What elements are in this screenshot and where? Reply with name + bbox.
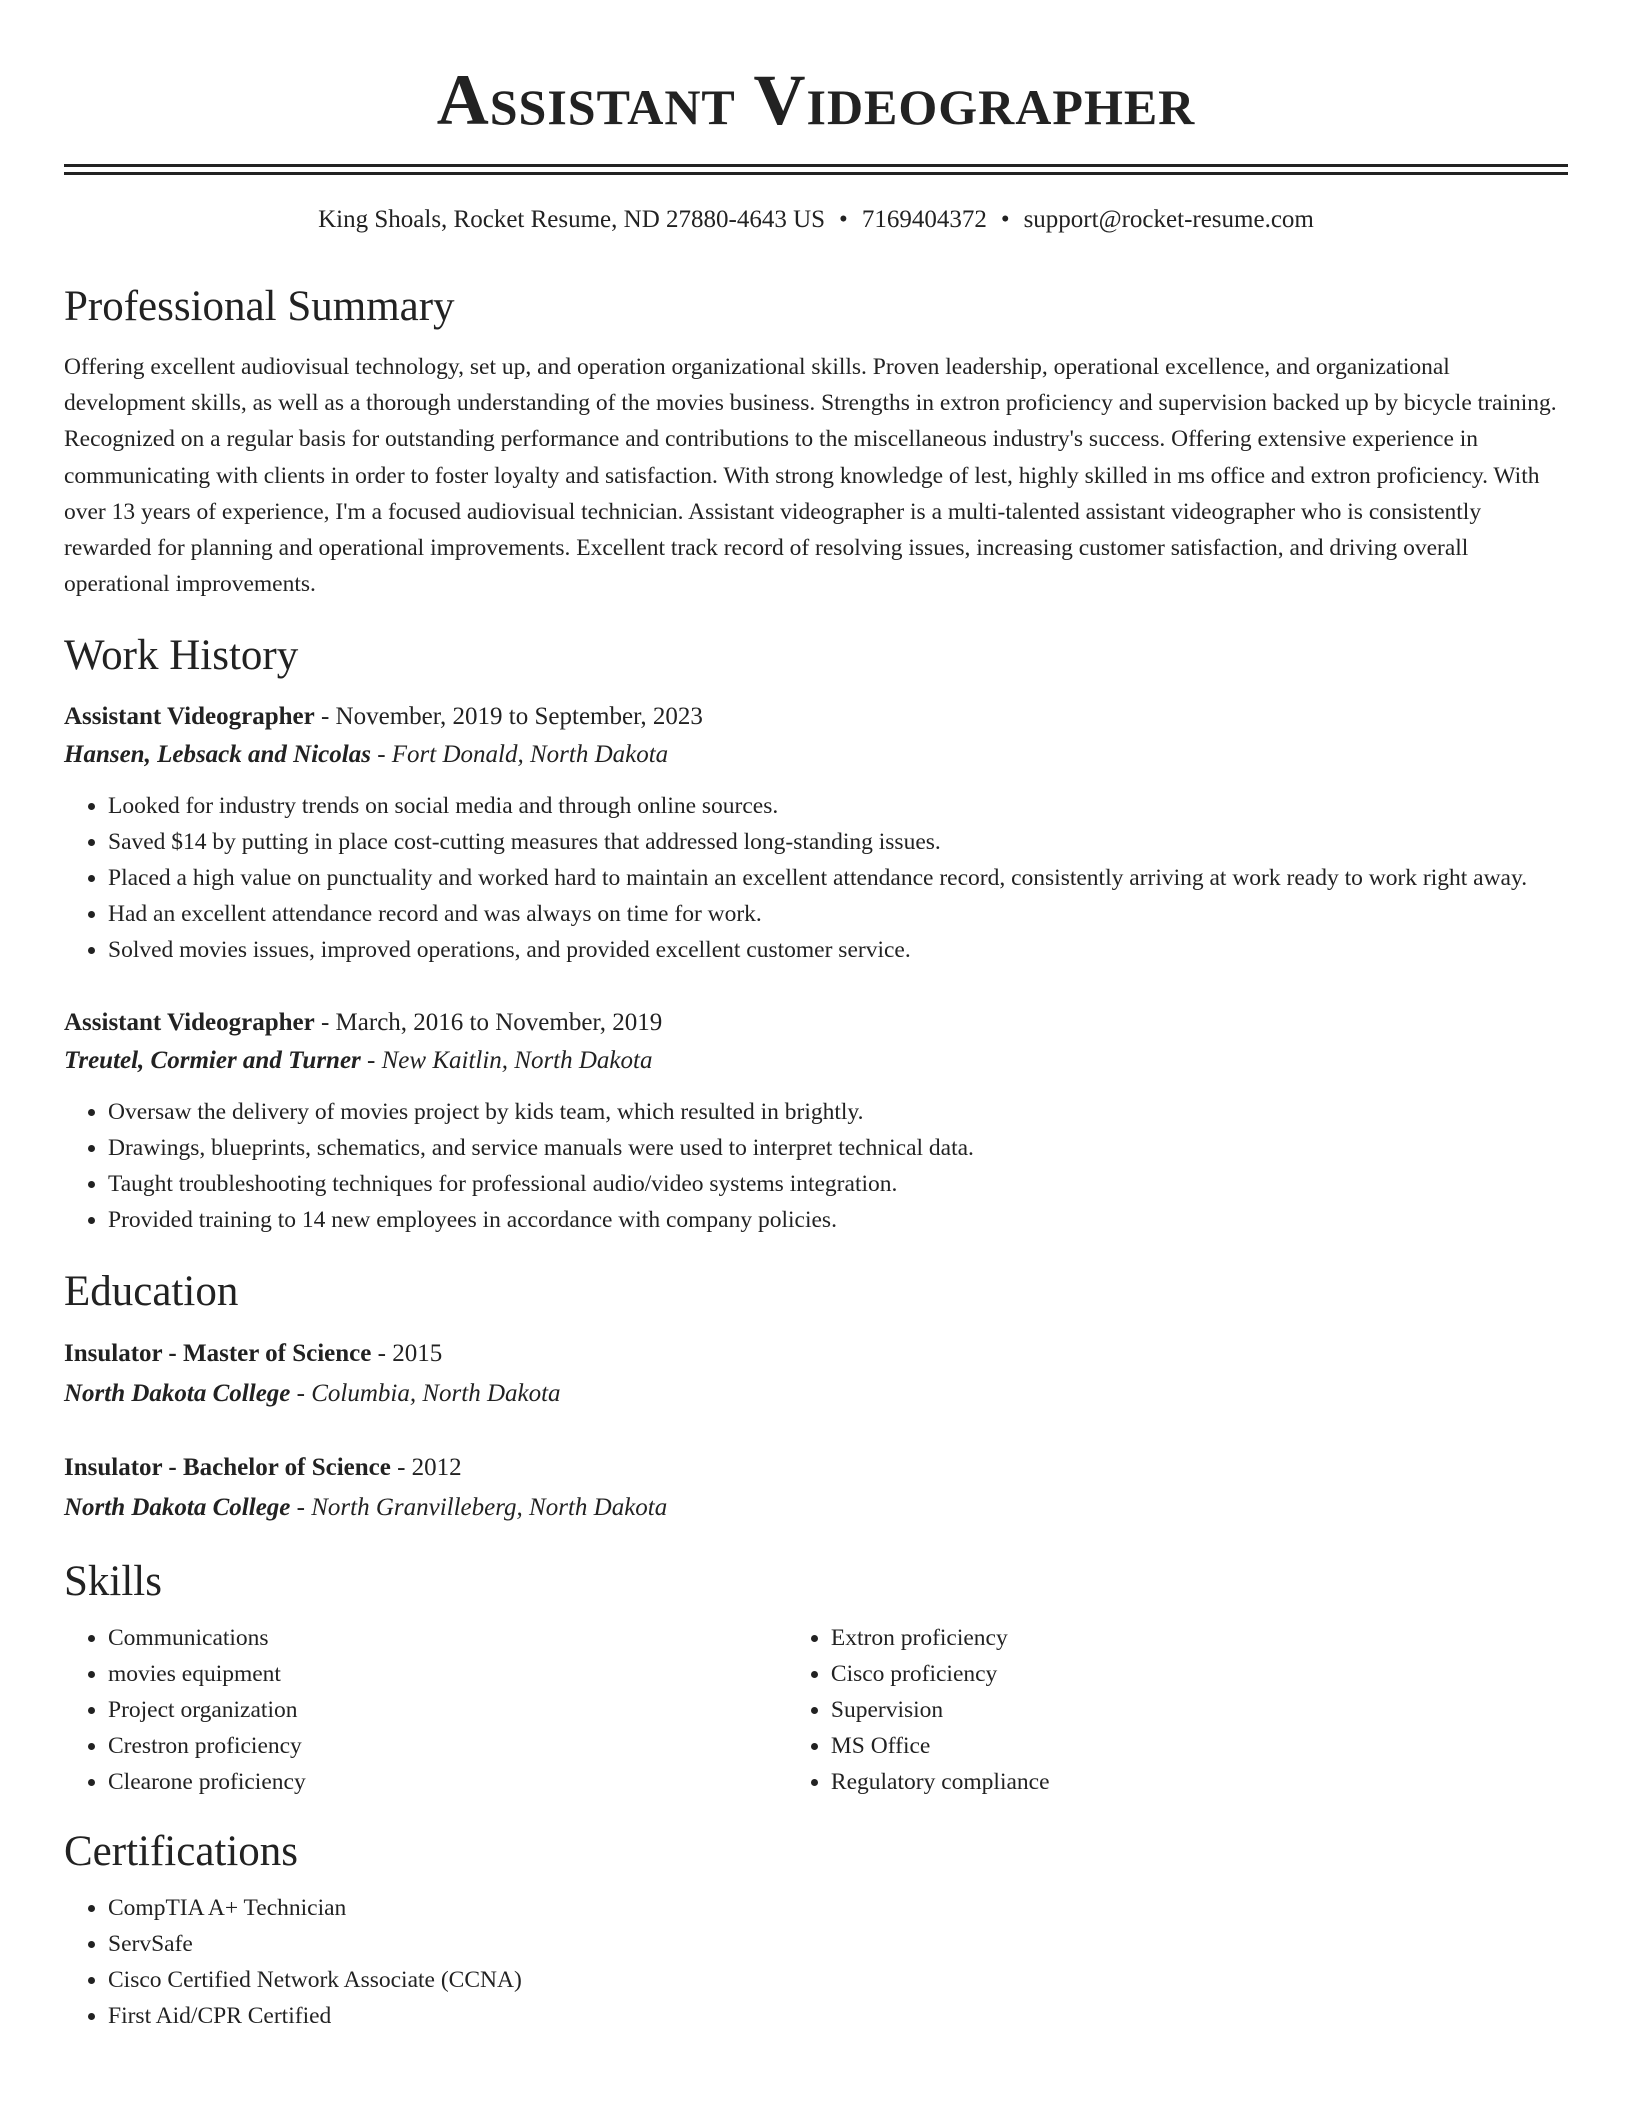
skills-heading: Skills — [64, 1558, 162, 1606]
job-company-line — [64, 1042, 1568, 1080]
education-location: - North Granvilleberg, North Dakota — [290, 1494, 668, 1522]
contact-address: King Shoals, Rocket Resume, ND 27880-4643 US — [318, 206, 826, 233]
job-bullets — [64, 1094, 1568, 1238]
certification-item: • First Aid/CPR Certified — [108, 1998, 1568, 2034]
job-dates: - November, 2019 to September, 2023 — [314, 703, 703, 731]
skill-item: • Extron proficiency — [831, 1620, 1568, 1656]
resume-page — [64, 0, 1568, 2034]
education-degree: Insulator - Bachelor of Science — [64, 1454, 391, 1482]
summary-heading: Professional Summary — [64, 283, 455, 330]
skill-item: • Communications — [108, 1620, 787, 1656]
education-location: - Columbia, North Dakota — [290, 1380, 561, 1408]
education-school: North Dakota College — [64, 1494, 291, 1522]
job-title-line — [64, 1004, 1568, 1042]
contact-separator: • — [1000, 206, 1010, 233]
contact-line — [64, 203, 1568, 237]
skill-item: • Supervision — [831, 1692, 1568, 1728]
job-bullet: • Drawings, blueprints, schematics, and service manuals were used to interpret technical data. — [108, 1130, 1568, 1166]
skills-grid — [64, 1620, 1568, 1800]
job-company: Treutel, Cormier and Turner — [64, 1047, 361, 1075]
education-year: - 2015 — [371, 1340, 443, 1368]
job-bullets — [64, 788, 1568, 968]
skill-item: • Project organization — [108, 1692, 787, 1728]
job-bullet: • Saved $14 by putting in place cost-cutting measures that addressed long-standing issues. — [108, 824, 1568, 860]
skill-item: • MS Office — [831, 1728, 1568, 1764]
job-entry — [64, 1004, 1568, 1238]
certification-item: • Cisco Certified Network Associate (CCNA) — [108, 1962, 1568, 1998]
skill-item: • Clearone proficiency — [108, 1764, 787, 1800]
job-bullet: • Placed a high value on punctuality and worked hard to maintain an excellent attendance record, consistently arriving at work ready to work right away. — [108, 860, 1568, 896]
skill-item: • Crestron proficiency — [108, 1728, 787, 1764]
job-bullet: • Looked for industry trends on social media and through online sources. — [108, 788, 1568, 824]
job-dates: - March, 2016 to November, 2019 — [314, 1009, 663, 1037]
skills-list-right — [787, 1620, 1568, 1800]
job-title: Assistant Videographer — [64, 1009, 315, 1037]
contact-email: support@rocket-resume.com — [1023, 206, 1314, 233]
job-bullet: • Taught troubleshooting techniques for professional audio/video systems integration. — [108, 1166, 1568, 1202]
certifications-list — [64, 1890, 1568, 2034]
contact-phone: 7169404372 — [861, 206, 987, 233]
title-double-rule — [64, 164, 1568, 175]
education-school-line — [64, 1488, 1568, 1528]
education-school-line — [64, 1374, 1568, 1414]
skill-item: • movies equipment — [108, 1656, 787, 1692]
job-entry — [64, 698, 1568, 968]
certification-item: • CompTIA A+ Technician — [108, 1890, 1568, 1926]
job-bullet: • Had an excellent attendance record and was always on time for work. — [108, 896, 1568, 932]
summary-text: Offering excellent audiovisual technology, set up, and operation organizational skills. Proven leadership, operational excellence, and organizational development skills, as well as a thorough understanding of the movies business. Strengths in extron proficiency and supervision backed up by bicycle training. Recognized on a regular basis for outstanding performance and contributions to the miscellaneous industry's success. Offering extensive experience in communicating with clients in order to foster loyalty and satisfaction. With strong knowledge of lest, highly skilled in ms office and extron proficiency. With over 13 years of experience, I'm a focused audiovisual technician. Assistant videographer is a multi-talented assistant videographer who is consistently rewarded for planning and operational improvements. Excellent track record of resolving issues, increasing customer satisfaction, and driving overall operational improvements. — [64, 354, 1557, 598]
skill-item: • Cisco proficiency — [831, 1656, 1568, 1692]
contact-separator: • — [839, 206, 848, 233]
education-year: - 2012 — [390, 1454, 462, 1482]
education-school: North Dakota College — [64, 1380, 291, 1408]
work-history-heading: Work History — [64, 632, 299, 680]
skill-item: • Regulatory compliance — [831, 1764, 1568, 1800]
education-degree-line — [64, 1334, 1568, 1374]
certification-item: • ServSafe — [108, 1926, 1568, 1962]
job-company: Hansen, Lebsack and Nicolas — [64, 741, 371, 769]
skills-list-left — [64, 1620, 787, 1800]
education-heading: Education — [64, 1268, 239, 1316]
job-bullet: • Provided training to 14 new employees in accordance with company policies. — [108, 1202, 1568, 1238]
job-bullet: • Solved movies issues, improved operations, and provided excellent customer service. — [108, 932, 1568, 968]
education-entry — [64, 1448, 1568, 1528]
job-title: Assistant Videographer — [64, 703, 315, 731]
resume-title: Assistant Videographer — [436, 60, 1196, 140]
education-degree: Insulator - Master of Science — [64, 1340, 372, 1368]
education-degree-line — [64, 1448, 1568, 1488]
job-title-line — [64, 698, 1568, 736]
job-company-line — [64, 736, 1568, 774]
education-entry — [64, 1334, 1568, 1414]
certifications-heading: Certifications — [64, 1828, 299, 1876]
job-location: - New Kaitlin, North Dakota — [360, 1047, 653, 1075]
job-bullet: • Oversaw the delivery of movies project by kids team, which resulted in brightly. — [108, 1094, 1568, 1130]
job-location: - Fort Donald, North Dakota — [370, 741, 669, 769]
